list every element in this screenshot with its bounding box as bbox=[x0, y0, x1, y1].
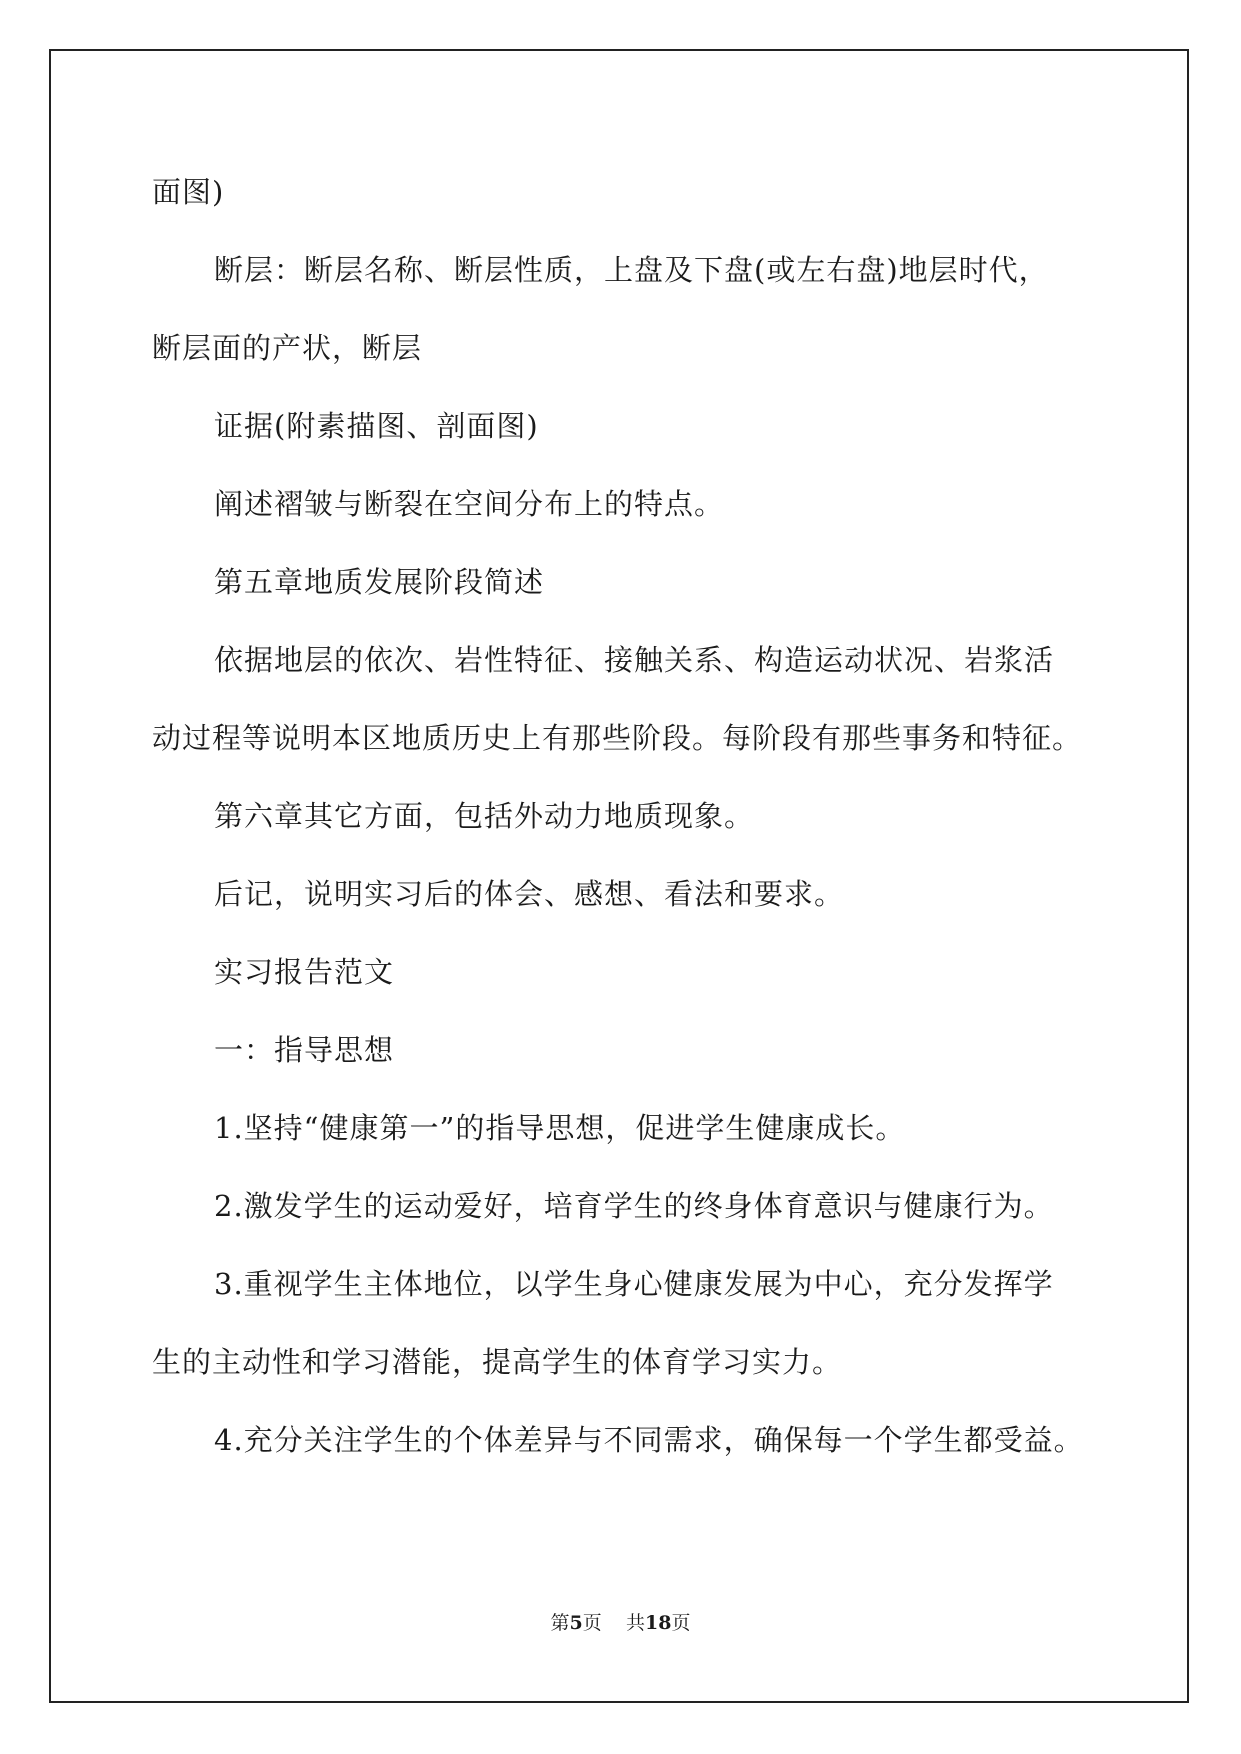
chapter-heading: 第六章其它方面，包括外动力地质现象。 bbox=[214, 799, 755, 833]
text-line: 面图) bbox=[152, 175, 225, 209]
total-pages: 18 bbox=[644, 1612, 672, 1634]
section-heading: 实习报告范文 bbox=[214, 955, 395, 989]
list-item: 4.充分关注学生的个体差异与不同需求，确保每一个学生都受益。 bbox=[214, 1423, 1084, 1457]
text-line: 断层：断层名称、断层性质，上盘及下盘(或左右盘)地层时代， bbox=[214, 253, 1049, 287]
footer-page-suffix: 页 bbox=[582, 1612, 602, 1634]
text-line: 生的主动性和学习潜能，提高学生的体育学习实力。 bbox=[152, 1345, 843, 1379]
footer-prefix: 第 bbox=[550, 1612, 570, 1634]
footer-total-suffix: 页 bbox=[671, 1612, 691, 1634]
text-line: 断层面的产状，断层 bbox=[152, 331, 423, 365]
list-item: 1.坚持“健康第一”的指导思想，促进学生健康成长。 bbox=[214, 1111, 906, 1145]
text-line: 证据(附素描图、剖面图) bbox=[214, 409, 539, 443]
text-line: 动过程等说明本区地质历史上有那些阶段。每阶段有那些事务和特征。 bbox=[152, 721, 1083, 755]
page-footer bbox=[0, 1610, 1241, 1636]
text-line: 阐述褶皱与断裂在空间分布上的特点。 bbox=[214, 487, 725, 521]
footer-total-prefix: 共 bbox=[625, 1612, 645, 1634]
section-heading: 一：指导思想 bbox=[214, 1033, 395, 1067]
list-item: 3.重视学生主体地位，以学生身心健康发展为中心，充分发挥学 bbox=[214, 1267, 1054, 1301]
list-item: 2.激发学生的运动爱好，培育学生的终身体育意识与健康行为。 bbox=[214, 1189, 1054, 1223]
page-number: 5 bbox=[569, 1612, 583, 1634]
text-line: 后记，说明实习后的体会、感想、看法和要求。 bbox=[214, 877, 845, 911]
text-line: 依据地层的依次、岩性特征、接触关系、构造运动状况、岩浆活 bbox=[214, 643, 1055, 677]
chapter-heading: 第五章地质发展阶段简述 bbox=[214, 565, 545, 599]
